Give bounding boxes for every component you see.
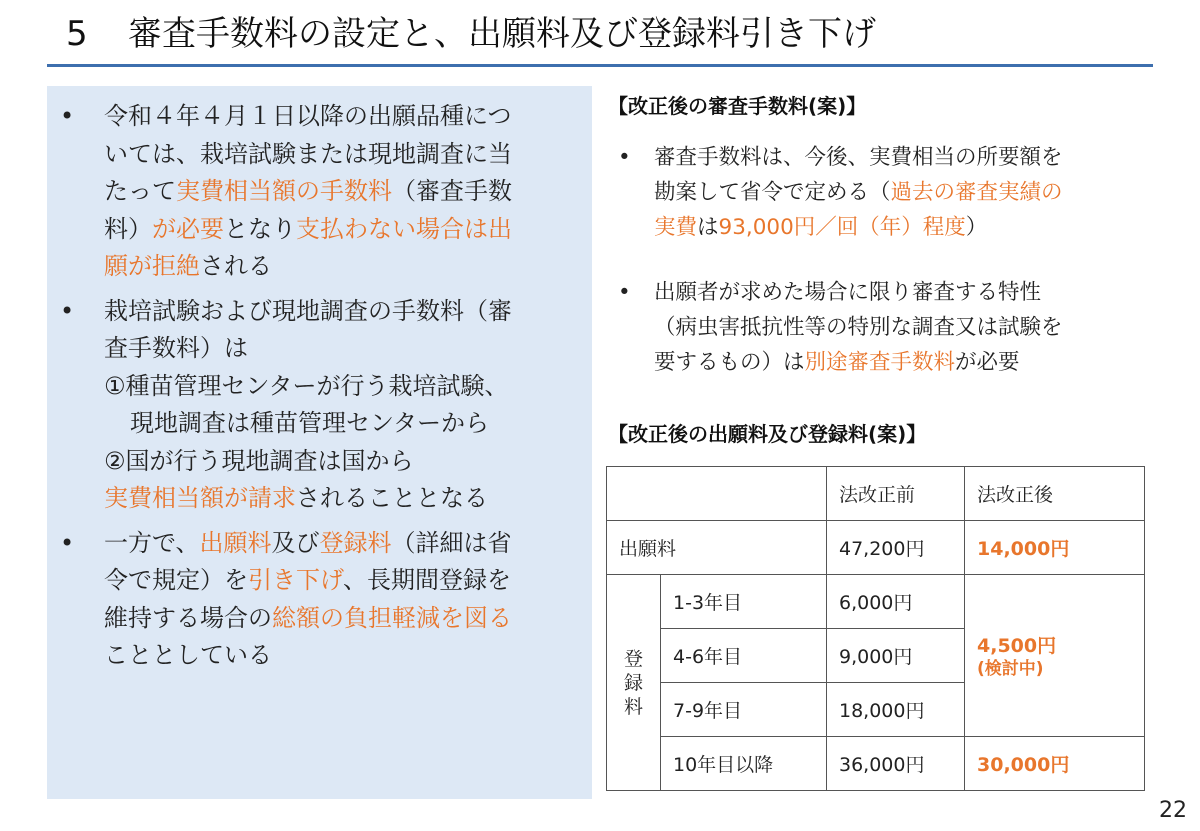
title-divider (47, 64, 1153, 67)
filing-fee-before: 47,200円 (827, 521, 965, 575)
filing-fee-heading: 【改正後の出願料及び登録料(案)】 (608, 422, 927, 446)
bullet-dot: • (618, 280, 631, 305)
slide-number: 5 (66, 14, 88, 54)
before-cell: 36,000円 (827, 737, 965, 791)
registration-fee-after-last: 30,000円 (965, 737, 1145, 791)
exam-fee-heading: 【改正後の審査手数料(案)】 (608, 94, 867, 118)
fee-table (606, 466, 1145, 791)
period-cell: 4-6年目 (661, 629, 827, 683)
filing-fee-after: 14,000円 (965, 521, 1145, 575)
slide-title-text: 審査手数料の設定と、出願料及び登録料引き下げ (128, 14, 876, 54)
period-cell: 10年目以降 (661, 737, 827, 791)
col-header-before: 法改正前 (827, 467, 965, 521)
summary-box (47, 86, 592, 799)
table-header-row (607, 467, 1145, 521)
before-cell: 18,000円 (827, 683, 965, 737)
table-row (607, 521, 1145, 575)
page-number: 22 (1159, 798, 1187, 823)
before-cell: 9,000円 (827, 629, 965, 683)
bullet-dot: • (60, 102, 75, 130)
before-cell: 6,000円 (827, 575, 965, 629)
bullet-dot: • (618, 145, 631, 170)
table-row (607, 737, 1145, 791)
period-cell: 7-9年目 (661, 683, 827, 737)
table-row (607, 575, 1145, 629)
period-cell: 1-3年目 (661, 575, 827, 629)
bullet-dot: • (60, 296, 75, 325)
bullet-dot: • (60, 528, 75, 557)
col-header-after: 法改正後 (965, 467, 1145, 521)
under-review-note: (検討中) (977, 659, 1044, 679)
registration-fee-label: 登 録 料 (607, 575, 661, 791)
table-corner-cell (607, 467, 827, 521)
filing-fee-label: 出願料 (607, 521, 827, 575)
summary-bullet-1: • 令和４年４月１日以降の出願品種につ いては、栽培試験または現地調査に当 たって実費相当額の手数料（審査手数 料）が必要となり支払わない場合は出 願が拒絶される (47, 98, 592, 286)
summary-bullet-2: • 栽培試験および現地調査の手数料（審 査手数料）は ①種苗管理センターが行う栽培試験、 現地調査は種苗管理センターから ②国が行う現地調査は国から 実費相当額が請求されることとなる (47, 293, 592, 518)
exam-fee-bullet-2: • 出願者が求めた場合に限り審査する特性 （病虫害抵抗性等の特別な調査又は試験を 要するもの）は別途審査手数料が必要 (618, 275, 1148, 380)
slide-title (66, 12, 876, 56)
summary-bullet-3: • 一方で、出願料及び登録料（詳細は省 令で規定）を引き下げ、長期間登録を 維持する場合の総額の負担軽減を図る こととしている (47, 525, 592, 675)
exam-fee-bullet-1: • 審査手数料は、今後、実費相当の所要額を 勘案して省令で定める（過去の審査実績の 実費は93,000円／回（年）程度） (618, 140, 1148, 245)
registration-fee-after-mid: 4,500円 (検討中) (965, 575, 1145, 737)
